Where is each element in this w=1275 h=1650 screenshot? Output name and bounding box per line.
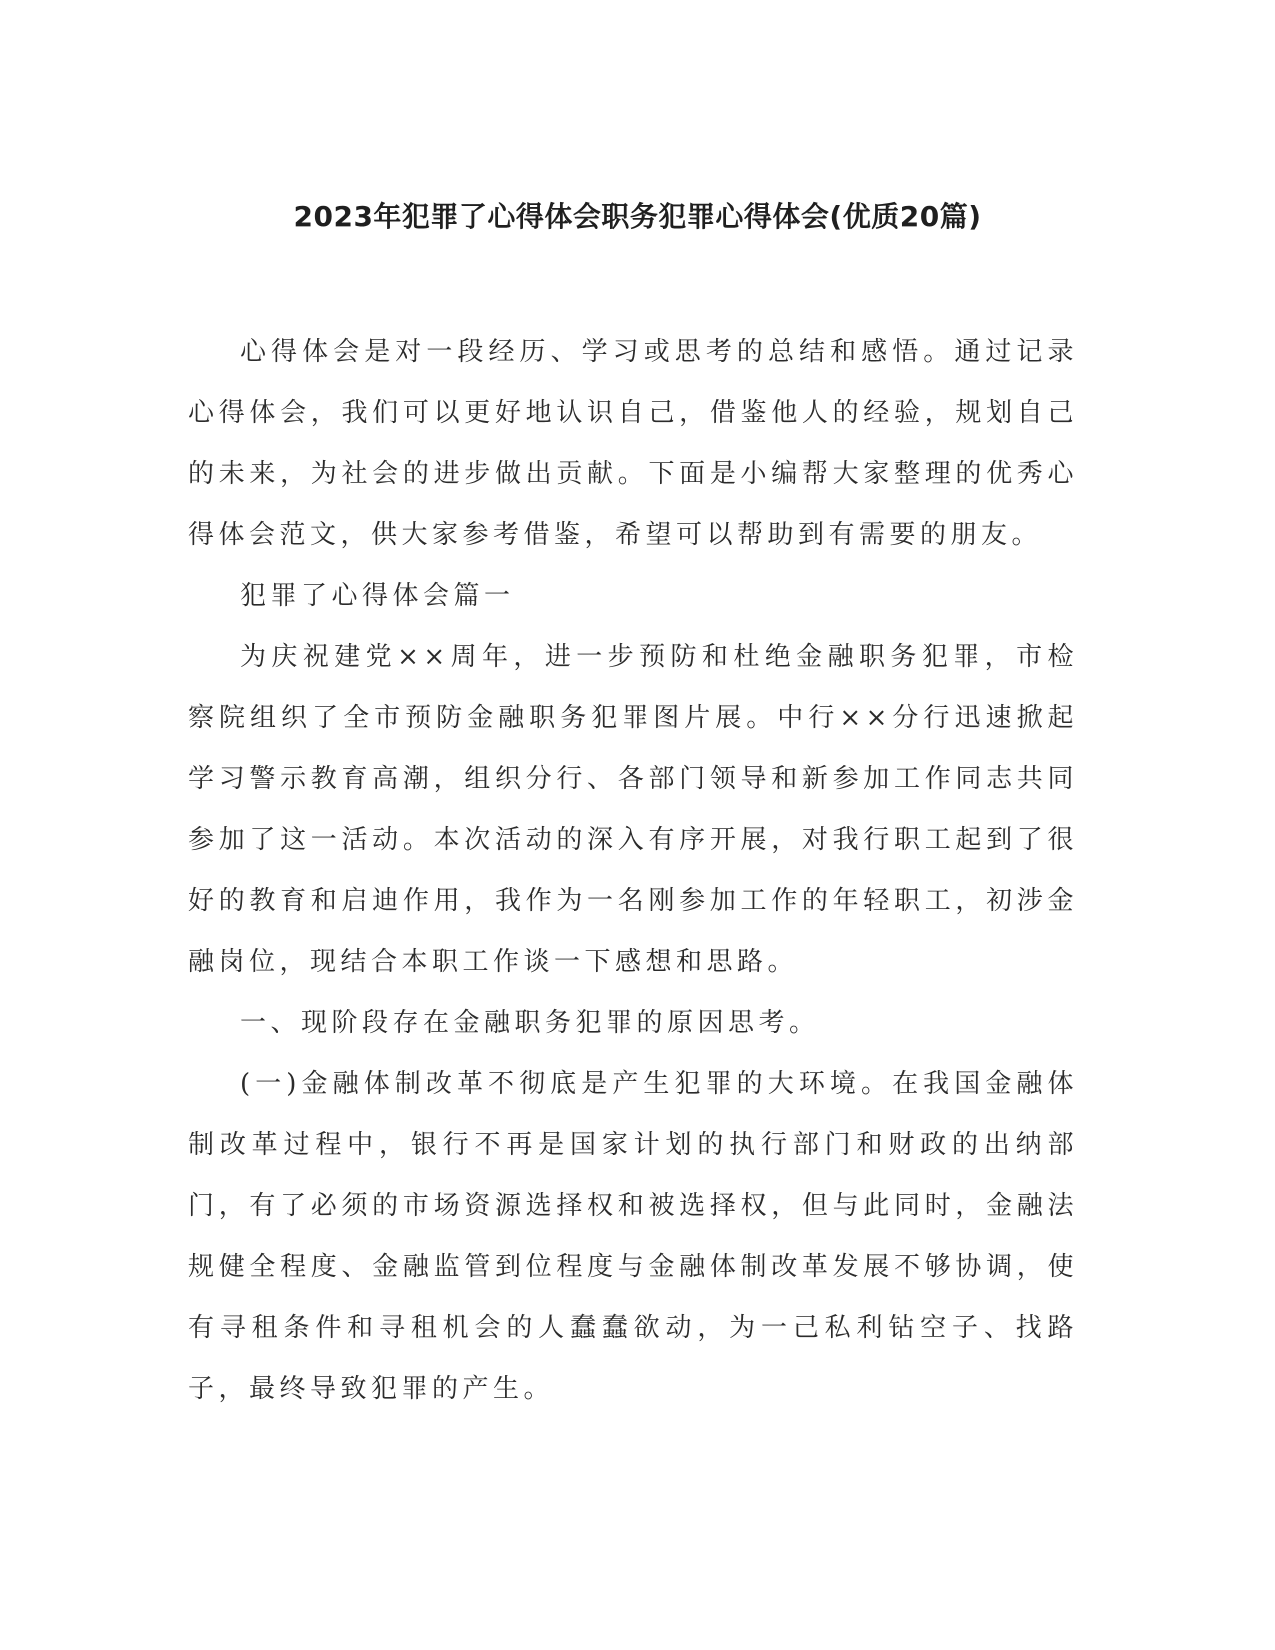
body-paragraph: (一)金融体制改革不彻底是产生犯罪的大环境。在我国金融体制改革过程中，银行不再是国家计划的执行部门和财政的出纳部门，有了必须的市场资源选择权和被选择权，但与此同时，金融法规健全程度、金融监管到位程度与金融体制改革发展不够协调，使有寻租条件和寻租机会的人蠢蠢欲动，为一己私利钻空子、找路子，最终导致犯罪的产生。 bbox=[188, 1069, 1078, 1404]
section-heading: 犯罪了心得体会篇一 bbox=[240, 581, 515, 611]
intro-paragraph: 心得体会是对一段经历、学习或思考的总结和感悟。通过记录心得体会，我们可以更好地认识自己，借鉴他人的经验，规划自己的未来，为社会的进步做出贡献。下面是小编帮大家整理的优秀心得体会范文，供大家参考借鉴，希望可以帮助到有需要的朋友。 bbox=[188, 337, 1078, 550]
document-body bbox=[188, 322, 1078, 1420]
subsection-heading: 一、现阶段存在金融职务犯罪的原因思考。 bbox=[240, 1008, 820, 1038]
body-paragraph: 为庆祝建党××周年，进一步预防和杜绝金融职务犯罪，市检察院组织了全市预防金融职务犯罪图片展。中行××分行迅速掀起学习警示教育高潮，组织分行、各部门领导和新参加工作同志共同参加了这一活动。本次活动的深入有序开展，对我行职工起到了很好的教育和启迪作用，我作为一名刚参加工作的年轻职工，初涉金融岗位，现结合本职工作谈一下感想和思路。 bbox=[188, 642, 1078, 977]
document-title: 2023年犯罪了心得体会职务犯罪心得体会(优质20篇) bbox=[293, 199, 982, 233]
